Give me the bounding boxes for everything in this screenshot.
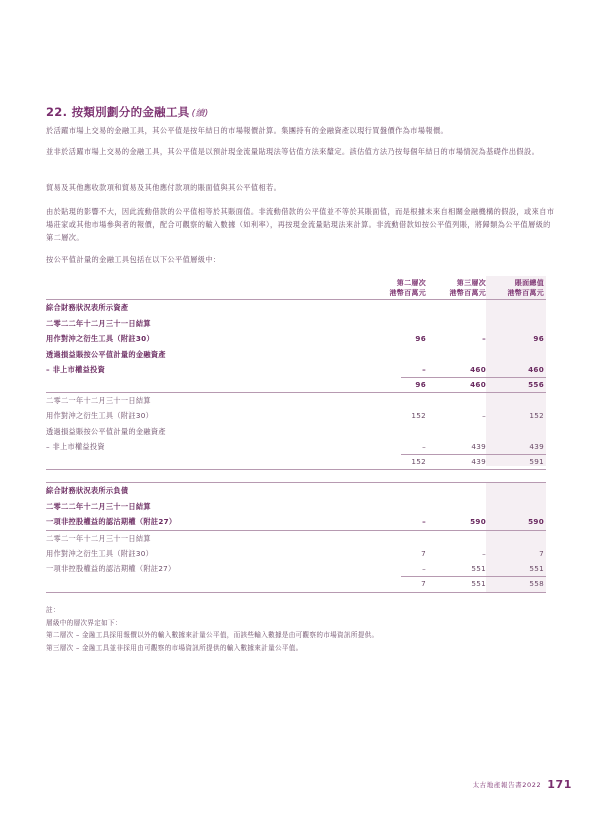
notes-block <box>46 604 378 654</box>
notes-line-2: 第二層次 – 金融工具採用報價以外的輸入數據來計量公平值，而該些輸入數據是由可觀察的市場資訊所提供。 <box>46 631 379 639</box>
notes-title: 註： <box>46 606 60 614</box>
footer-report-title: 太古地產報告書2022 <box>472 781 542 789</box>
table-row: 二零二一年十二月三十一日結算 <box>46 534 151 543</box>
col-header-level2-line1: 第二層次 <box>396 279 426 287</box>
table-row: 一項非控股權益的認沽期權（附註27） – 590 590 <box>46 517 544 526</box>
col-header-level2 <box>366 278 426 298</box>
table-row: 用作對沖之衍生工具（附註30） 96 – 96 <box>46 334 544 343</box>
col-header-level3 <box>426 278 486 298</box>
paragraph-4: 由於貼現的影響不大，因此流動借款的公平值相等於其賬面值。非流動借款的公平值並不等於其賬面值，而是根據未來自相關金融機構的假設，或來自市場莊家或其他市場參與者的報價，配合可觀察的輸入數據（如利率），再按現金流量貼現法來計算。非流動借款如按公平值列賬，將歸類為公平值層級的第二層次。 <box>46 207 555 242</box>
col-header-level3-line1: 第三層次 <box>456 279 486 287</box>
table-row: – 非上市權益投資 – 460 460 <box>46 365 544 374</box>
page-footer <box>473 778 572 791</box>
table-row: 152 439 591 <box>411 457 544 466</box>
section-rule <box>46 469 546 470</box>
table-row: – 非上市權益投資 – 439 439 <box>46 442 544 451</box>
paragraph-2: 並非於活躍市場上交易的金融工具，其公平值是以預計現金流量貼現法等估值方法來釐定。該估值方法乃按每個年結日的市場情況為基礎作出假設。 <box>46 147 540 156</box>
page-number: 171 <box>547 778 572 791</box>
notes-line-3: 第三層次 – 金融工具並非採用由可觀察的市場資訊所提供的輸入數據來計量公平值。 <box>46 643 303 652</box>
col-header-total-line2: 港幣百萬元 <box>507 289 544 297</box>
table-row: 綜合財務狀況表所示負債 <box>46 486 129 495</box>
table-row: 7 551 558 <box>421 579 544 588</box>
paragraph-3: 貿易及其他應收款項和貿易及其他應付款項的賬面值與其公平值相若。 <box>46 183 282 192</box>
paragraph-1: 於活躍市場上交易的金融工具，其公平值是按年結日的市場報價計算。集團持有的金融資產以現行買盤價作為市場報價。 <box>46 126 449 135</box>
table-row: 96 460 556 <box>415 380 544 389</box>
table-row: 一項非控股權益的認沽期權（附註27） – 551 551 <box>46 564 544 573</box>
section-continued-label: (續) <box>191 109 209 119</box>
col-header-level2-line2: 港幣百萬元 <box>389 289 426 297</box>
paragraph-5: 按公平值計量的金融工具包括在以下公平值層級中： <box>46 255 221 264</box>
table-row: 透過損益賬按公平值計量的金融資產 <box>46 427 166 436</box>
table-row: 用作對沖之衍生工具（附註30） 152 – 152 <box>46 411 544 420</box>
table-row: 透過損益賬按公平值計量的金融資產 <box>46 350 166 359</box>
notes-line-1: 層級中的層次界定如下： <box>46 618 122 627</box>
col-header-total <box>484 278 544 298</box>
col-header-total-line1: 賬面總值 <box>514 279 544 287</box>
table-row: 二零二一年十二月三十一日結算 <box>46 396 151 405</box>
table-row: 二零二二年十二月三十一日結算 <box>46 502 151 511</box>
table-row: 二零二二年十二月三十一日結算 <box>46 319 151 328</box>
section-heading <box>46 104 209 120</box>
section-rule <box>46 592 546 593</box>
section-title: 22. 按類別劃分的金融工具 <box>46 105 190 119</box>
table-row: 綜合財務狀況表所示資產 <box>46 303 129 312</box>
col-header-level3-line2: 港幣百萬元 <box>449 289 486 297</box>
table-row: 用作對沖之衍生工具（附註30） 7 – 7 <box>46 549 544 558</box>
